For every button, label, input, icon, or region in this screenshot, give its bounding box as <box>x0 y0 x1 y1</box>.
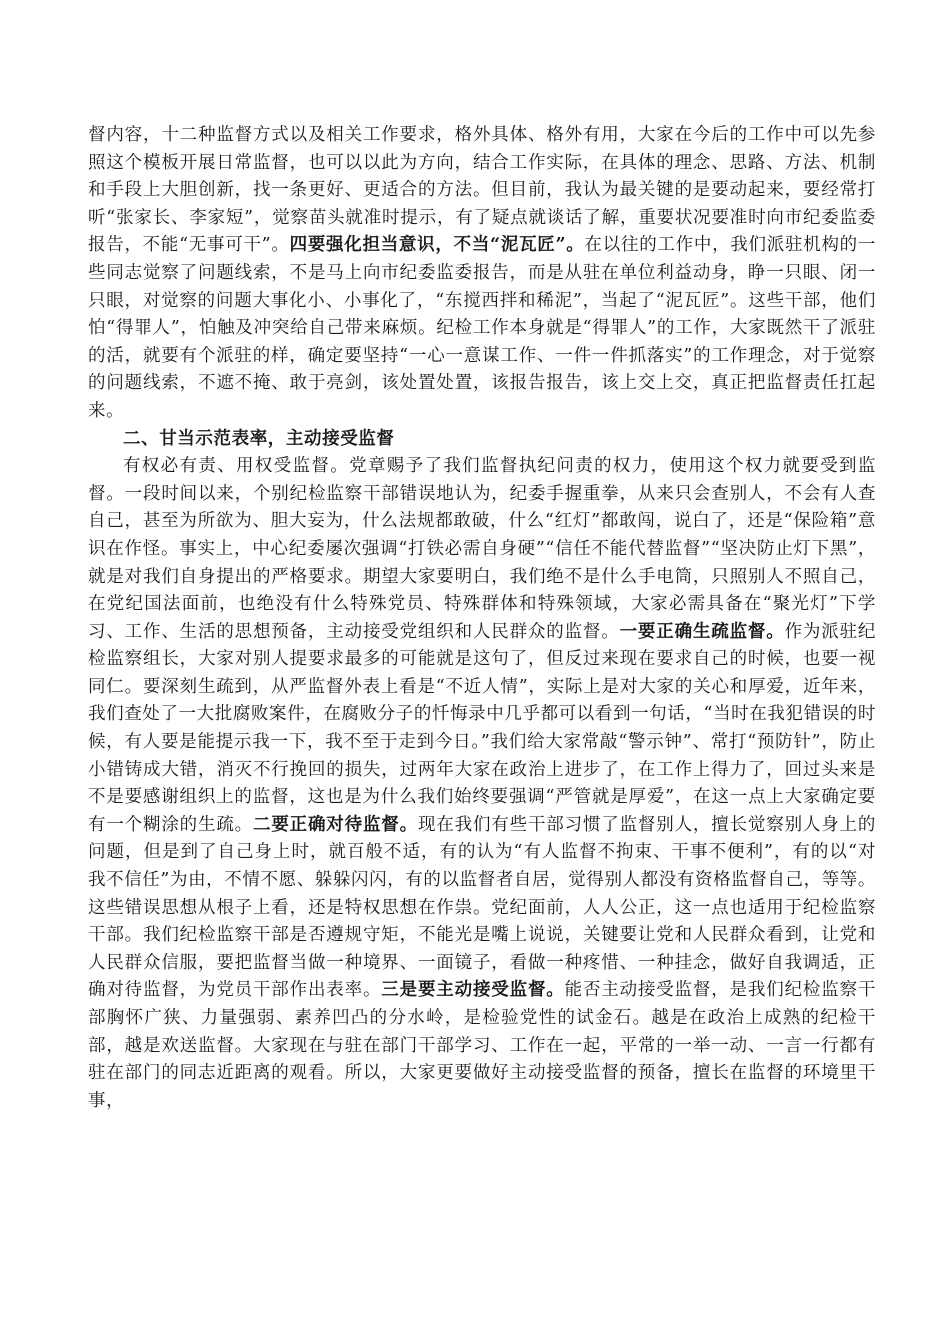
paragraph-2-seg2: 作为派驻纪检监察组长，大家对别人提要求最多的可能就是这句了，但反过来现在要求自己的时候，也要一视同仁。要深刻生疏到，从严监督外表上看是“不近人情”，实际上是对大家的关心和厚爱，近年来，我们查处了一大批腐败案件，在腐败分子的忏悔录中几乎都可以看到一句话，“当时在我犯错误的时候，有人要是能提示我一下，我不至于走到今日。”我们给大家常敲“警示钟”、常打“预防针”，防止小错铸成大错，消灭不行挽回的损失，过两年大家在政治上进步了，在工作上得力了，回过头来是不是要感谢组织上的监督，这也是为什么我们始终要强调“严管就是厚爱”，在这一点上大家确定要有一个糊涂的生疏。 <box>88 621 877 835</box>
paragraph-2-seg3: 现在我们有些干部习惯了监督别人，擅长觉察别人身上的问题，但是到了自己身上时，就百般不适，有的认为“有人监督不拘束、干事不便利”，有的以“对我不信任”为由，不情不愿、躲躲闪闪，有的以监督者自居，觉得别人都没有资格监督自己，等等。这些错误思想从根子上看，还是特权思想在作祟。党纪面前，人人公正，这一点也适用于纪检监察干部。我们纪检监察干部是否遵规守矩，不能光是嘴上说说，关键要让党和人民群众看到，让党和人民群众信服，要把监督当做一种境界、一面镜子，看做一种疼惜、一种挂念，做好自我调适，正确对待监督，为党员干部作出表率。 <box>88 814 877 1001</box>
section-heading-2: 二、甘当示范表率，主动接受监督 <box>123 428 395 449</box>
paragraph-2-bold-3: 三是要主动接受监督。 <box>381 980 565 1001</box>
document-page <box>88 122 876 1115</box>
paragraph-1 <box>88 122 876 426</box>
paragraph-1-rest: 在以往的工作中，我们派驻机构的一些同志觉察了问题线索，不是马上向市纪委监委报告，而是从驻在单位利益动身，睁一只眼、闭一只眼，对觉察的问题大事化小、小事化了，“东搅西拌和稀泥”，当起了“泥瓦匠”。这些干部，他们怕“得罪人”，怕触及冲突给自己带来麻烦。纪检工作本身就是“得罪人”的工作，大家既然干了派驻的活，就要有个派驻的样，确定要坚持“一心一意谋工作、一件一件抓落实”的工作理念，对于觉察的问题线索，不遮不掩、敢于亮剑，该处置处置，该报告报告，该上交上交，真正把监督责任扛起来。 <box>88 235 876 421</box>
paragraph-1-bold-point: 四要强化担当意识，不当“泥瓦匠”。 <box>289 235 585 256</box>
paragraph-2-bold-2: 二要正确对待监督。 <box>252 814 418 835</box>
paragraph-1-text: 督内容，十二种监督方式以及相关工作要求，格外具体、格外有用，大家在今后的工作中可以先参照这个模板开展日常监督，也可以以此为方向，结合工作实际，在具体的理念、思路、方法、机制和手段上大胆创新，找一条更好、更适合的方法。但目前，我认为最关键的是要动起来，要经常打听“张家长、李家短”，觉察苗头就准时提示，有了疑点就谈话了解，重要状况要准时向市纪委监委报告，不能“无事可干”。 <box>88 125 876 256</box>
paragraph-2 <box>88 453 876 1115</box>
paragraph-2-bold-1: 一要正确生疏监督。 <box>619 621 785 642</box>
paragraph-2-seg4: 能否主动接受监督，是我们纪检监察干部胸怀广狭、力量强弱、素养凹凸的分水岭，是检验党性的试金石。越是在政治上成熟的纪检干部，越是欢送监督。大家现在与驻在部门干部学习、工作在一起，平常的一举一动、一言一行都有驻在部门的同志近距离的观看。所以，大家更要做好主动接受监督的预备，擅长在监督的环境里干事， <box>88 980 876 1111</box>
paragraph-2-seg1: 有权必有责、用权受监督。党章赐予了我们监督执纪问责的权力，使用这个权力就要受到监督。一段时间以来，个别纪检监察干部错误地认为，纪委手握重拳，从来只会查别人，不会有人查自己，甚至为所欲为、胆大妄为，什么法规都敢破，什么“红灯”都敢闯，说白了，还是“保险箱”意识在作怪。事实上，中心纪委屡次强调“打铁必需自身硬”“信任不能代替监督”“坚决防止灯下黑”，就是对我们自身提出的严格要求。期望大家要明白，我们绝不是什么手电筒，只照别人不照自己，在党纪国法面前，也绝没有什么特殊党员、特殊群体和特殊领域，大家必需具备在“聚光灯”下学习、工作、生活的思想预备，主动接受党组织和人民群众的监督。 <box>88 456 876 642</box>
